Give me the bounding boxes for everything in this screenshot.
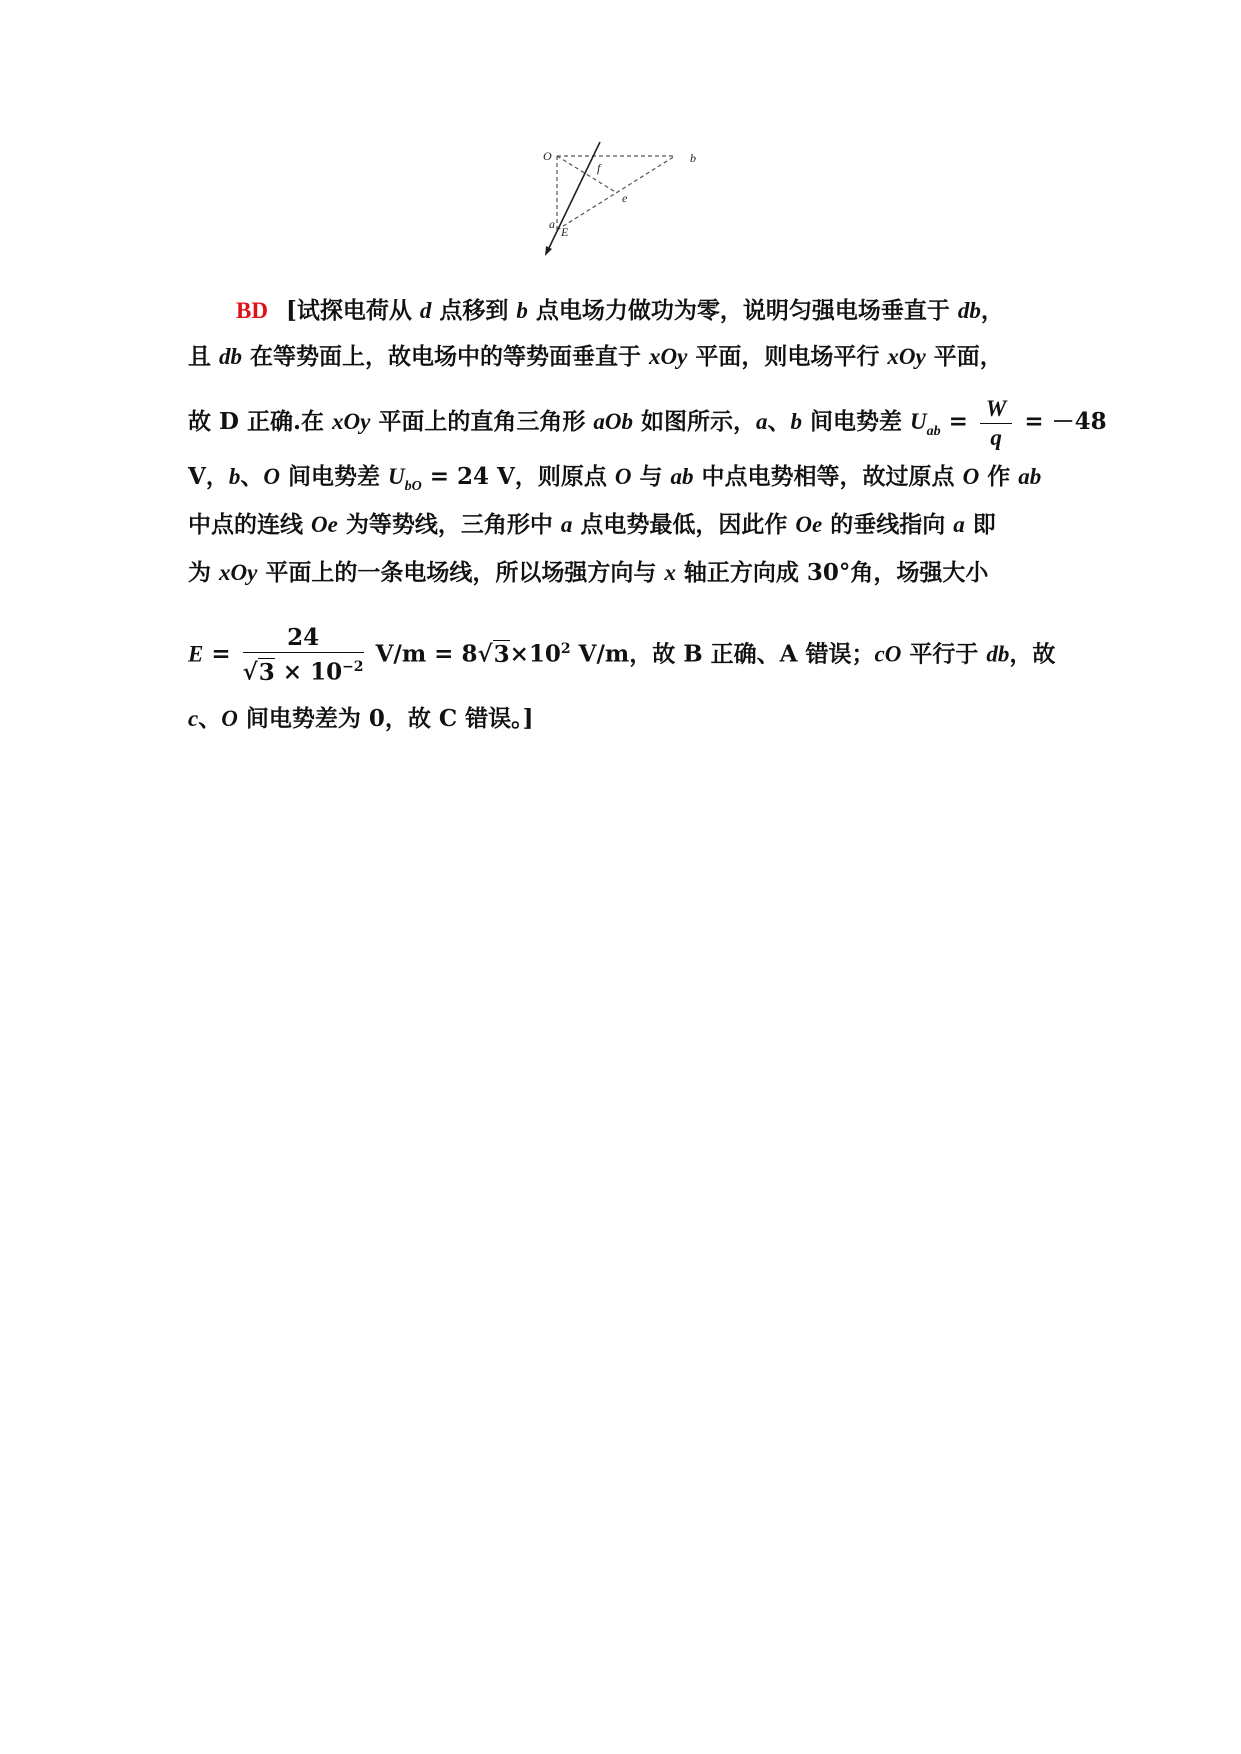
arrow-head-icon <box>545 246 552 256</box>
fraction-W-over-q: $\frac{W}{q}$ <box>980 395 1012 452</box>
answer-label: BD <box>236 298 268 323</box>
fraction-E-value: $\frac{24}{√3 \times 10^{-2}}$ <box>242 624 364 686</box>
solution-line-4: V，b、O 间电势差 $U_{bO} = 24$ V，则原点 O 与 ab 中点电势相等，故过原点 O 作 ab <box>188 463 1042 494</box>
solution-line-2: 且 db 在等势面上，故电场中的等势面垂直于 xOy 平面，则电场平行 xOy 平面， <box>188 343 1003 370</box>
solution-line-6: 为 xOy 平面上的一条电场线，所以场强方向与 x 轴正方向成 30°角，场强大小 <box>188 559 989 586</box>
solution-line-1: BD [试探电荷从 d 点移到 b 点电场力做功为零，说明匀强电场垂直于 db， <box>236 297 1004 324</box>
field-diagram <box>543 149 745 282</box>
label-O: O <box>543 149 552 163</box>
label-f: f <box>597 161 601 175</box>
solution-line-3: 故 D 正确.在 xOy 平面上的直角三角形 aOb 如图所示，a、b 间电势差 $U_{ab}$ = $\frac{W}{q}$ = －48 <box>188 395 1107 450</box>
solution-line-5: 中点的连线 Oe 为等势线，三角形中 a 点电势最低，因此作 Oe 的垂线指向 a 即 <box>188 511 996 538</box>
label-a: a <box>549 217 555 231</box>
label-e: e <box>622 191 628 205</box>
label-E: E <box>561 225 569 239</box>
solution-line-7: E = $\frac{24}{√3 \times 10^{-2}}$ $V/m = 8√3\times 10^2$ V/m，故 B 正确、A 错误；cO 平行于 db，故 <box>188 624 1056 686</box>
solution-line-8: c、O 间电势差为 0，故 C 错误。] <box>188 705 534 732</box>
field-line-E <box>548 142 600 250</box>
triangle-aOb-diagram <box>543 149 745 282</box>
dashed-Oe <box>557 156 617 193</box>
label-b: b <box>690 151 696 165</box>
